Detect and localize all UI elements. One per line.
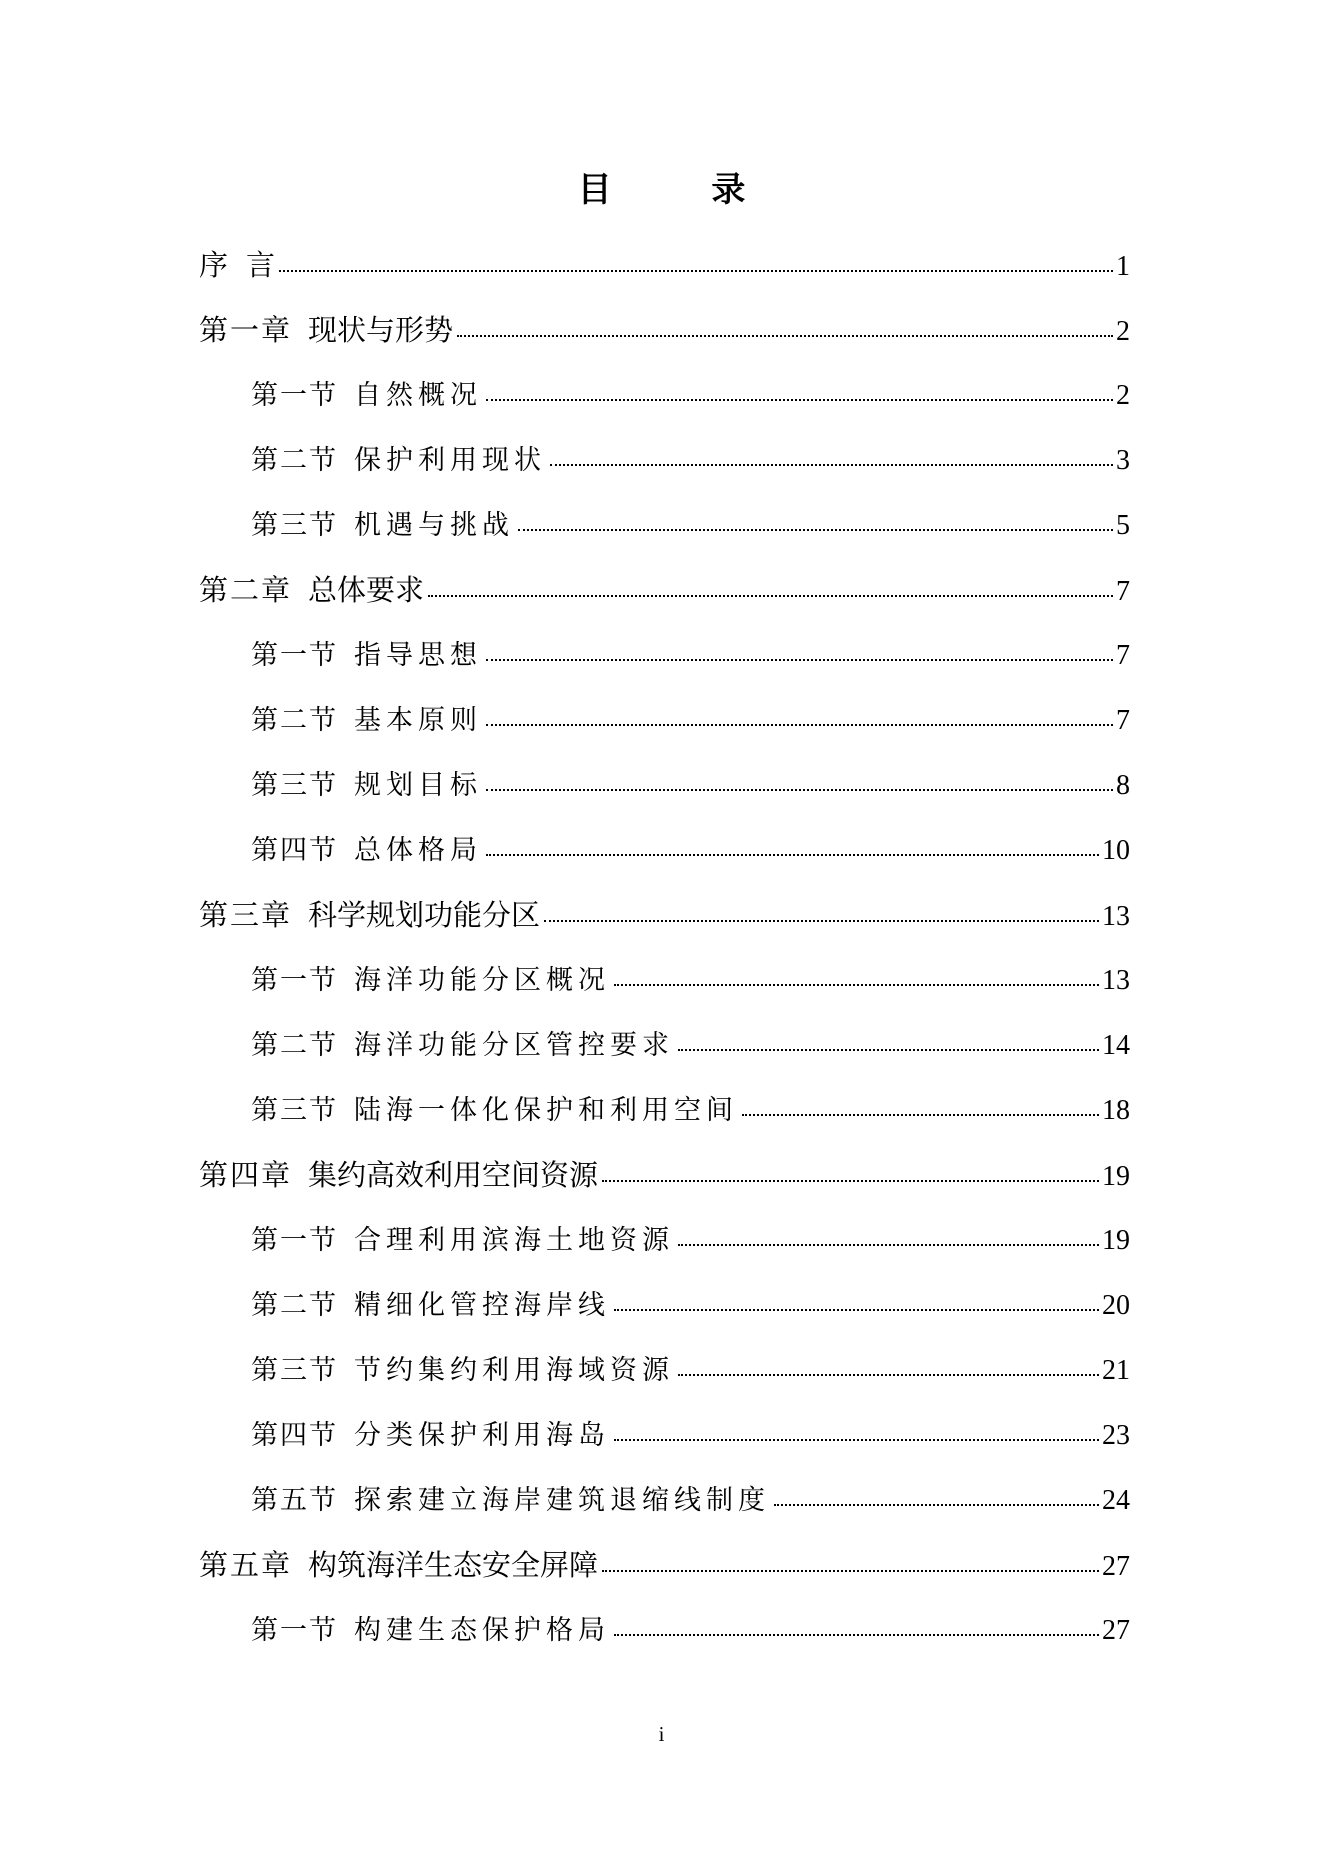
toc-entry-section[interactable] [199,763,1130,828]
toc-dot-leader [428,595,1113,597]
toc-dot-leader [602,1570,1099,1572]
toc-entry-text [251,1348,674,1387]
toc-entry-number: 第一节 [251,965,338,996]
toc-entry-number: 第二节 [251,445,338,476]
toc-entry-section[interactable] [199,828,1130,893]
toc-entry-number: 第四节 [251,1420,338,1451]
toc-dot-leader [678,1374,1099,1376]
toc-dot-leader [614,984,1099,986]
toc-entry-page: 1 [1116,251,1130,282]
toc-dot-leader [544,920,1099,922]
toc-dot-leader [550,464,1113,466]
toc-entry-number: 序 [199,248,231,282]
table-of-contents [199,243,1130,1673]
toc-entry-page: 8 [1116,770,1130,801]
toc-entry-section[interactable] [199,698,1130,763]
toc-entry-chapter[interactable] [199,568,1130,633]
toc-entry-page: 27 [1102,1615,1130,1646]
toc-entry-number: 第三节 [251,1355,338,1386]
toc-entry-text [199,243,275,284]
toc-entry-number: 第三章 [199,898,293,932]
toc-entry-page: 21 [1102,1355,1130,1386]
toc-entry-number: 第三节 [251,1095,338,1126]
toc-entry-section[interactable] [199,633,1130,698]
toc-entry-page: 2 [1116,380,1130,411]
toc-dot-leader [518,529,1113,531]
toc-entry-page: 20 [1102,1290,1130,1321]
toc-entry-text [251,1218,674,1257]
toc-entry-text [199,1543,598,1584]
toc-entry-text [251,958,610,997]
toc-entry-page: 13 [1102,901,1130,932]
toc-entry-title: 合理利用滨海土地资源 [354,1225,674,1256]
toc-entry-number: 第二章 [199,573,293,607]
toc-entry-number: 第二节 [251,705,338,736]
toc-entry-number: 第五节 [251,1485,338,1516]
toc-entry-text [199,568,424,609]
toc-entry-text [251,373,482,412]
toc-dot-leader [602,1180,1099,1182]
toc-entry-text [199,893,540,934]
toc-entry-number: 第四节 [251,835,338,866]
toc-entry-section[interactable] [199,1478,1130,1543]
toc-entry-title: 精细化管控海岸线 [354,1290,610,1321]
toc-dot-leader [742,1114,1099,1116]
page-number-footer: i [658,1722,665,1746]
toc-entry-chapter[interactable] [199,893,1130,958]
toc-entry-text [251,1283,610,1322]
toc-entry-title: 基本原则 [354,705,482,736]
toc-entry-title: 海洋功能分区概况 [354,965,610,996]
toc-dot-leader [614,1309,1099,1311]
toc-entry-page: 27 [1102,1551,1130,1582]
toc-entry-section[interactable] [199,1283,1130,1348]
toc-entry-title: 保护利用现状 [354,445,546,476]
toc-entry-title: 节约集约利用海域资源 [354,1355,674,1386]
toc-entry-title: 构筑海洋生态安全屏障 [308,1548,599,1582]
toc-entry-title: 指导思想 [354,640,482,671]
toc-entry-page: 7 [1116,640,1130,671]
toc-entry-number: 第二节 [251,1290,338,1321]
toc-entry-title: 科学规划功能分区 [308,898,541,932]
toc-entry-section[interactable] [199,958,1130,1023]
toc-entry-section[interactable] [199,1608,1130,1673]
toc-entry-text [251,438,546,477]
toc-entry-page: 19 [1102,1161,1130,1192]
toc-entry-section[interactable] [199,1023,1130,1088]
toc-entry-text [251,763,482,802]
toc-entry-number: 第一节 [251,1615,338,1646]
toc-entry-number: 第五章 [199,1548,293,1582]
toc-dot-leader [614,1634,1099,1636]
toc-entry-section[interactable] [199,1218,1130,1283]
toc-entry-number: 第三节 [251,510,338,541]
toc-entry-page: 24 [1102,1485,1130,1516]
toc-entry-page: 18 [1102,1095,1130,1126]
page-title: 目 录 [577,170,790,210]
toc-entry-title: 规划目标 [354,770,482,801]
toc-entry-title: 现状与形势 [308,313,454,347]
toc-entry-number: 第一章 [199,313,293,347]
toc-entry-title: 陆海一体化保护和利用空间 [354,1095,738,1126]
toc-entry-text [251,1608,610,1647]
toc-entry-number: 第四章 [199,1158,293,1192]
toc-entry-section[interactable] [199,1348,1130,1413]
toc-entry-chapter[interactable] [199,243,1130,308]
toc-entry-page: 3 [1116,445,1130,476]
toc-entry-page: 7 [1116,705,1130,736]
toc-entry-text [199,308,453,349]
toc-dot-leader [486,789,1113,791]
toc-entry-title: 总体要求 [308,573,425,607]
toc-entry-text [251,698,482,737]
toc-dot-leader [614,1439,1099,1441]
toc-dot-leader [486,854,1099,856]
toc-dot-leader [457,335,1113,337]
toc-entry-title: 集约高效利用空间资源 [308,1158,599,1192]
toc-dot-leader [678,1049,1099,1051]
toc-entry-text [251,1413,610,1452]
toc-entry-chapter[interactable] [199,1543,1130,1608]
toc-entry-text [251,828,482,867]
toc-entry-text [251,633,482,672]
toc-entry-text [251,503,514,542]
toc-entry-chapter[interactable] [199,308,1130,373]
toc-dot-leader [279,270,1113,272]
toc-entry-page: 2 [1116,316,1130,347]
toc-entry-title: 构建生态保护格局 [354,1615,610,1646]
toc-entry-title: 海洋功能分区管控要求 [354,1030,674,1061]
toc-entry-page: 23 [1102,1420,1130,1451]
toc-entry-section[interactable] [199,503,1130,568]
toc-dot-leader [774,1504,1099,1506]
toc-entry-page: 14 [1102,1030,1130,1061]
toc-entry-title: 机遇与挑战 [354,510,514,541]
toc-entry-section[interactable] [199,1413,1130,1478]
toc-entry-text [199,1153,598,1194]
toc-entry-page: 10 [1102,835,1130,866]
toc-entry-text [251,1088,738,1127]
toc-entry-title: 探索建立海岸建筑退缩线制度 [354,1485,770,1516]
toc-entry-text [251,1478,770,1517]
toc-entry-section[interactable] [199,438,1130,503]
toc-entry-title: 分类保护利用海岛 [354,1420,610,1451]
toc-entry-title: 自然概况 [354,380,482,411]
toc-entry-text [251,1023,674,1062]
toc-entry-number: 第一节 [251,640,338,671]
toc-entry-section[interactable] [199,373,1130,438]
toc-entry-chapter[interactable] [199,1153,1130,1218]
toc-entry-page: 19 [1102,1225,1130,1256]
toc-entry-number: 第三节 [251,770,338,801]
toc-entry-page: 7 [1116,576,1130,607]
toc-entry-page: 13 [1102,965,1130,996]
toc-dot-leader [486,399,1113,401]
toc-entry-title: 总体格局 [354,835,482,866]
toc-entry-number: 第二节 [251,1030,338,1061]
toc-entry-number: 第一节 [251,380,338,411]
toc-entry-section[interactable] [199,1088,1130,1153]
toc-entry-title: 言 [246,248,276,282]
toc-dot-leader [678,1244,1099,1246]
toc-dot-leader [486,659,1113,661]
toc-entry-number: 第一节 [251,1225,338,1256]
toc-dot-leader [486,724,1113,726]
toc-entry-page: 5 [1116,510,1130,541]
